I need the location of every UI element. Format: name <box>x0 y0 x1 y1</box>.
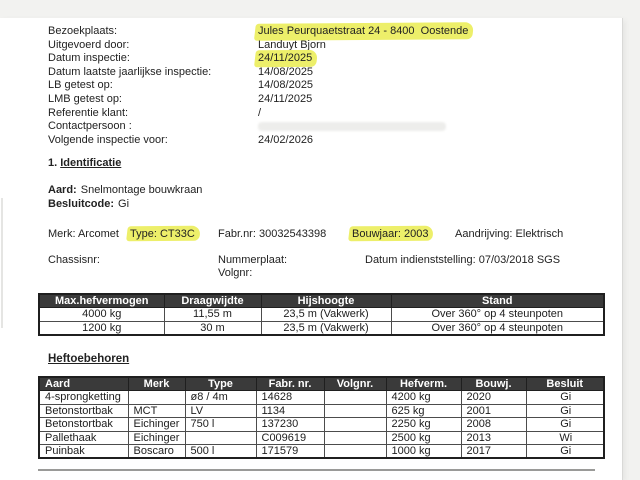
info-value: 24/11/2025 <box>258 92 313 105</box>
cell <box>128 391 185 405</box>
cell: 4200 kg <box>386 391 461 405</box>
cell: 1000 kg <box>386 445 461 459</box>
cell: 2020 <box>461 391 526 405</box>
identificatie-fields <box>48 184 202 211</box>
table-row <box>39 391 604 405</box>
cell: 14628 <box>256 391 324 405</box>
cell: ø8 / 4m <box>185 391 256 405</box>
field-aard-value: Snelmontage bouwkraan <box>80 184 203 196</box>
field-besluitcode-label: Besluitcode: <box>48 197 115 210</box>
spec-type: Type: CT33C <box>130 228 195 240</box>
info-row <box>48 25 588 39</box>
cell: Wi <box>526 431 604 445</box>
cell: 500 l <box>185 445 256 459</box>
spec-bouwjaar: Bouwjaar: 2003 <box>352 228 429 240</box>
info-row <box>48 52 588 66</box>
info-row <box>48 107 588 121</box>
cell: Eichinger <box>128 431 185 445</box>
cell: 11,55 m <box>164 308 261 322</box>
info-label: Datum laatste jaarlijkse inspectie: <box>48 65 212 78</box>
cell: LV <box>185 404 256 418</box>
column-header: Hijshoogte <box>261 294 391 308</box>
cell: 23,5 m (Vakwerk) <box>261 308 391 322</box>
cell: Eichinger <box>128 418 185 432</box>
document-page <box>0 18 622 480</box>
volgnr-label: Volgnr: <box>218 267 253 279</box>
cell <box>324 445 386 459</box>
info-row <box>48 79 588 93</box>
info-label: Datum inspectie: <box>48 52 130 65</box>
cell <box>324 391 386 405</box>
info-value: 14/08/2025 <box>258 79 314 92</box>
cell: Gi <box>526 391 604 405</box>
cell: 4-sprongketting <box>39 391 128 405</box>
column-header: Volgnr. <box>324 377 386 391</box>
info-label: Bezoekplaats: <box>48 25 118 37</box>
info-value: Landuyt Bjorn <box>258 38 326 51</box>
info-row <box>48 120 588 134</box>
field-aard-label: Aard: <box>48 184 77 196</box>
cell: C009619 <box>256 431 324 445</box>
scan-artifact-line <box>1 198 3 328</box>
spec-merk: Merk: Arcomet <box>48 228 119 240</box>
info-label: Referentie klant: <box>48 106 129 119</box>
table-row <box>39 308 604 322</box>
info-value: Jules Peurquaetstraat 24 - 8400 Oostende <box>258 25 469 37</box>
table-row <box>39 431 604 445</box>
info-row <box>48 134 588 148</box>
cell: Betonstortbak <box>39 404 128 418</box>
heftoebehoren-table-head <box>39 377 604 391</box>
table-header-row <box>39 377 604 391</box>
column-header: Aard <box>39 377 128 391</box>
cell: 625 kg <box>386 404 461 418</box>
table-row <box>39 321 604 335</box>
table-header-row <box>39 294 604 308</box>
cell: 2008 <box>461 418 526 432</box>
info-row <box>48 39 588 53</box>
cell: Betonstortbak <box>39 418 128 432</box>
capacity-table <box>38 293 605 336</box>
cell: 2017 <box>461 445 526 459</box>
cell: Gi <box>526 404 604 418</box>
spec-aandrijving: Aandrijving: Elektrisch <box>455 228 564 240</box>
info-row <box>48 66 588 80</box>
column-header: Stand <box>391 294 604 308</box>
capacity-table-body <box>39 308 604 335</box>
cell: 750 l <box>185 418 256 432</box>
chassis-line <box>48 254 588 282</box>
info-label: LB getest op: <box>48 79 113 92</box>
table-row <box>39 404 604 418</box>
column-header: Merk <box>128 377 185 391</box>
cell: 171579 <box>256 445 324 459</box>
nummerplaat-label: Nummerplaat: <box>218 254 288 266</box>
chassisnr-label: Chassisnr: <box>48 254 100 266</box>
info-rows <box>48 25 588 147</box>
cell: 2250 kg <box>386 418 461 432</box>
cell: Over 360° op 4 steunpoten <box>391 321 604 335</box>
column-header: Max.hefvermogen <box>39 294 164 308</box>
info-label: LMB getest op: <box>48 92 122 105</box>
info-value: 24/11/2025 <box>258 52 313 65</box>
cell: 30 m <box>164 321 261 335</box>
cell: 4000 kg <box>39 308 164 322</box>
capacity-table-head <box>39 294 604 308</box>
cell: Boscaro <box>128 445 185 459</box>
bottom-rule <box>38 469 595 471</box>
redacted-value <box>258 122 446 131</box>
cell: Over 360° op 4 steunpoten <box>391 308 604 322</box>
cell: Gi <box>526 445 604 459</box>
table-row <box>39 445 604 459</box>
column-header: Bouwj. <box>461 377 526 391</box>
info-label: Uitgevoerd door: <box>48 38 130 51</box>
spec-line <box>48 228 588 242</box>
cell: 2001 <box>461 404 526 418</box>
heftoebehoren-title: Heftoebehoren <box>48 353 130 365</box>
spec-fabrnr: Fabr.nr: 30032543398 <box>218 228 327 240</box>
cell: 23,5 m (Vakwerk) <box>261 321 391 335</box>
indienststelling-value: Datum indienststelling: 07/03/2018 SGS <box>365 254 561 266</box>
cell <box>324 404 386 418</box>
cell: 1134 <box>256 404 324 418</box>
section-heading-identificatie <box>48 157 121 169</box>
field-besluitcode <box>48 198 202 212</box>
info-label: Volgende inspectie voor: <box>48 133 168 146</box>
info-value: / <box>258 106 262 119</box>
info-value: 14/08/2025 <box>258 65 314 78</box>
cell: 137230 <box>256 418 324 432</box>
cell <box>324 431 386 445</box>
info-label: Contactpersoon : <box>48 120 132 133</box>
heftoebehoren-table-body <box>39 391 604 459</box>
column-header: Type <box>185 377 256 391</box>
cell: MCT <box>128 404 185 418</box>
column-header: Fabr. nr. <box>256 377 324 391</box>
cell: 2013 <box>461 431 526 445</box>
table-row <box>39 418 604 432</box>
heftoebehoren-table <box>38 376 605 459</box>
column-header: Besluit <box>526 377 604 391</box>
cell: 1200 kg <box>39 321 164 335</box>
cell: Gi <box>526 418 604 432</box>
cell: Pallethaak <box>39 431 128 445</box>
field-aard <box>48 184 202 198</box>
info-value: 24/02/2026 <box>258 133 314 146</box>
cell <box>185 431 256 445</box>
column-header: Hefverm. <box>386 377 461 391</box>
section-title: Identificatie <box>60 157 122 169</box>
cell <box>324 418 386 432</box>
cell: 2500 kg <box>386 431 461 445</box>
cell: Puinbak <box>39 445 128 459</box>
field-besluitcode-value: Gi <box>118 197 130 210</box>
column-header: Draagwijdte <box>164 294 261 308</box>
info-row <box>48 93 588 107</box>
section-number: 1. <box>48 157 58 169</box>
